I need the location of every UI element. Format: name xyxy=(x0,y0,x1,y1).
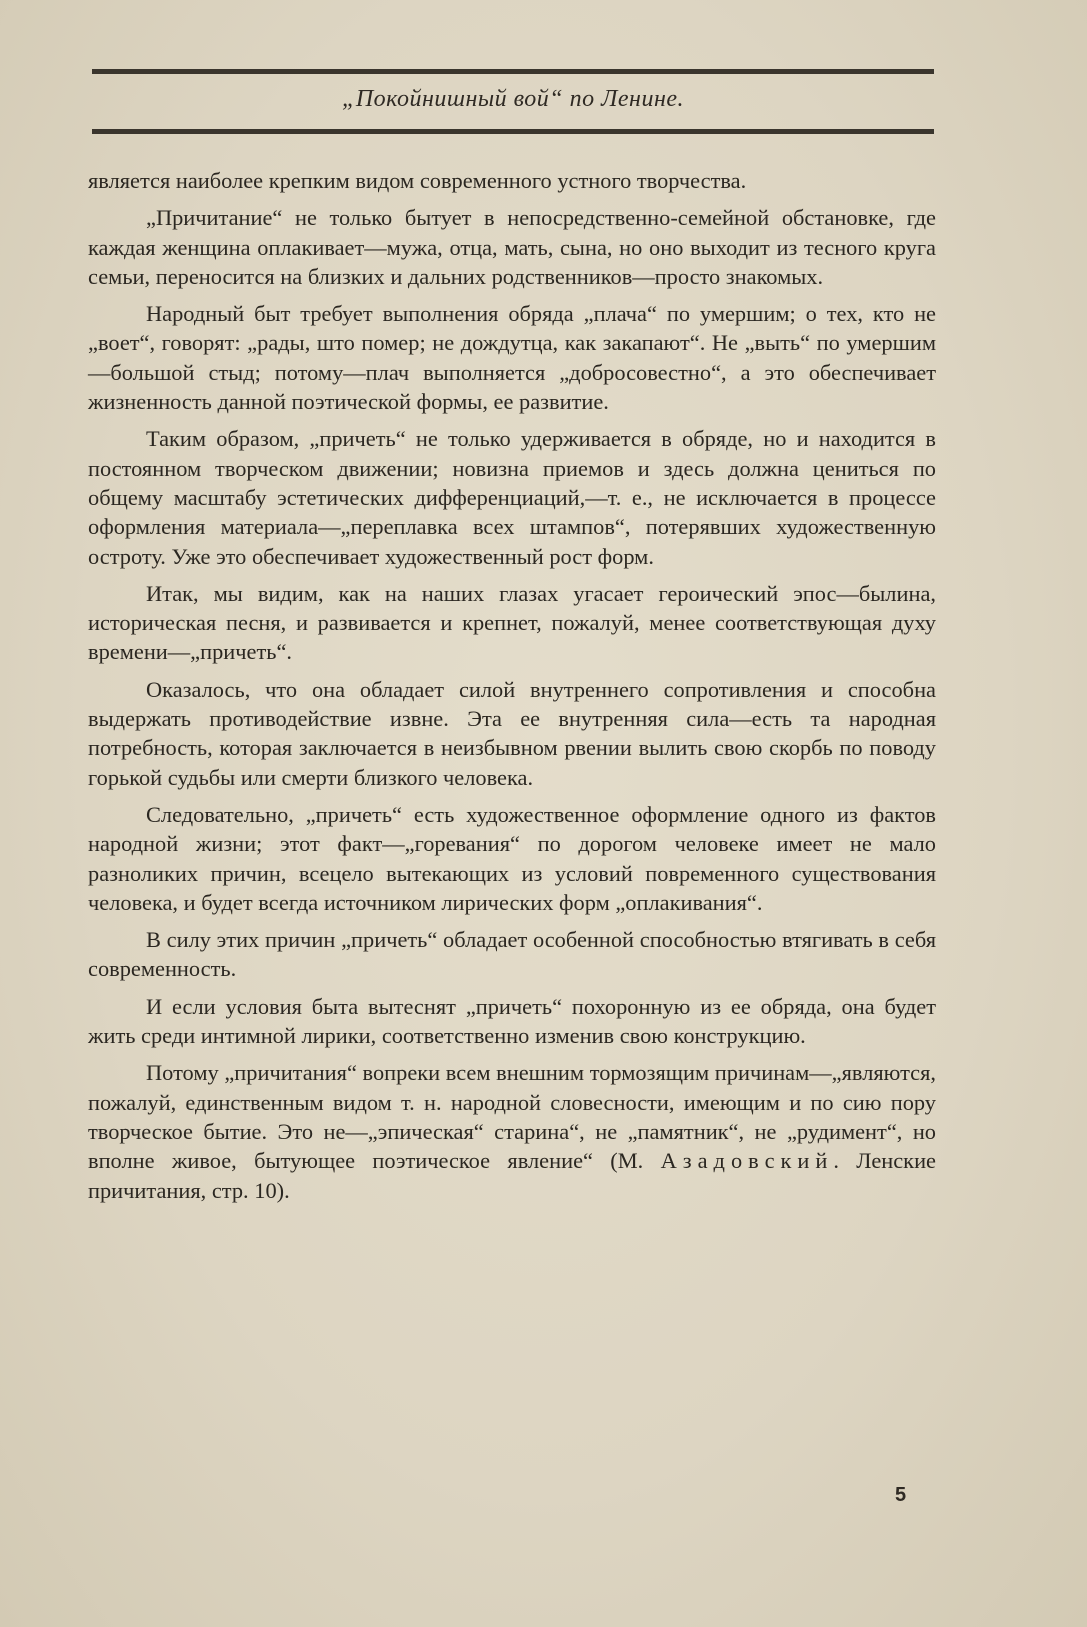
paragraph-final-text: Потому „причитания“ вопреки всем внешним тормозящим причинам—„являются, пожалуй, единственным видом т. н. народной словесности, имеющим и по сию пору творческое бытие. Это не—„эпическая“ старина“, не „памятник“, не „рудимент“, но вполне живое, бытующее поэтическое явление“ (М. xyxy=(88,1060,936,1174)
header-rule-top xyxy=(92,69,934,74)
citation-author: Азадовский xyxy=(660,1148,834,1174)
paragraph-final xyxy=(88,1058,936,1204)
paragraph: Следовательно, „причеть“ есть художественное оформление одного из фактов народной жизни; этот факт—„горевания“ по дорогом человеке имеет не мало разноликих причин, всецело вытекающих из условий повременного существования человека, и будет всегда источником лирических форм „оплакивания“. xyxy=(88,801,936,915)
paragraph: И если условия быта вытеснят „причеть“ похоронную из ее обряда, она будет жить среди интимной лирики, соответственно изменив свою конструкцию. xyxy=(88,993,936,1049)
page-number: 5 xyxy=(895,1484,907,1506)
citation-source: . Ленские причитания, стр. 10). xyxy=(88,1148,936,1203)
paragraph: Таким образом, „причеть“ не только удерживается в обряде, но и находится в постоянном творческом движении; новизна приемов и здесь должна цениться по общему масштабу эстетических дифференциаций,—т. е., не исключается в процессе оформления материала—„переплавка всех штампов“, потерявших художественную остроту. Уже это обеспечивает художественный рост форм. xyxy=(88,426,936,569)
paragraph: Оказалось, что она обладает силой внутреннего сопротивления и способна выдержать противодействие извне. Эта ее внутренняя сила—есть та народная потребность, которая заключается в неизбывном рвении вылить свою скорбь по поводу горькой судьбы или смерти близкого человека. xyxy=(88,676,936,790)
paragraph: является наиболее крепким видом современного устного творчества. xyxy=(88,168,747,193)
paragraph: Итак, мы видим, как на наших глазах угасает героический эпос—былина, историческая песня, и развивается и крепнет, пожалуй, менее соответствующая духу времени—„причеть“. xyxy=(88,580,936,665)
paragraph: В силу этих причин „причеть“ обладает особенной способностью втягивать в себя современность. xyxy=(88,927,936,982)
paragraph: Народный быт требует выполнения обряда „плача“ по умершим; о тех, кто не „воет“, говорят: „рады, што помер; не дождутца, как закапают“. Не „выть“ по умершим—большой стыд; потому—плач выполняется „добросовестно“, а это обеспечивает жизненность данной поэтической формы, ее развитие. xyxy=(88,301,936,415)
running-title: „Покойнишный вой“ по Ленине. xyxy=(342,86,684,112)
paragraph: „Причитание“ не только бытует в непосредственно-семейной обстановке, где каждая женщина оплакивает—мужа, отца, мать, сына, но оно выходит из тесного круга семьи, переносится на близких и дальних родственников—просто знакомых. xyxy=(88,205,936,289)
body-text xyxy=(88,166,936,1213)
header-rule-bottom xyxy=(92,129,934,134)
